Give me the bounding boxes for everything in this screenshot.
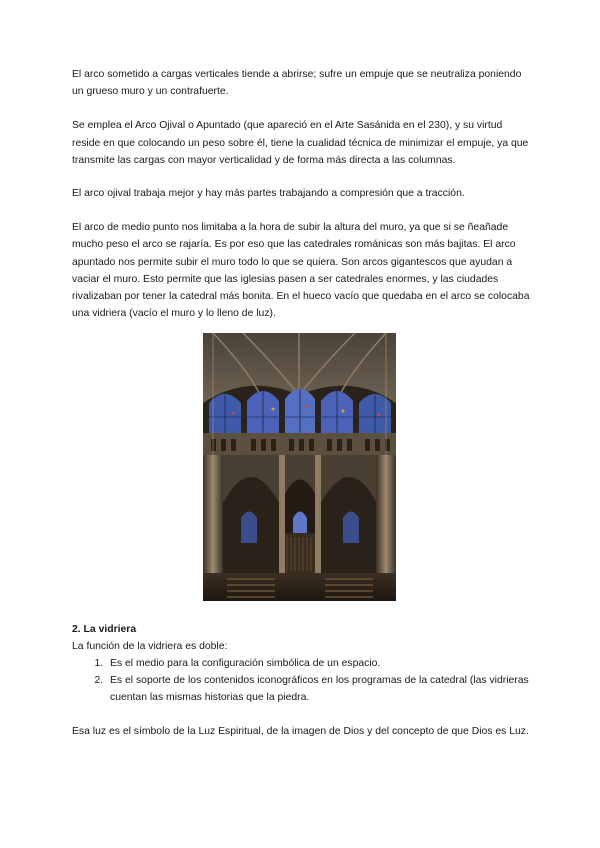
paragraph-spiritual-light: Esa luz es el símbolo de la Luz Espiritual, de la imagen de Dios y del concepto de que Dios es Luz. [72,726,529,738]
paragraph-semicircular-arch: El arco de medio punto nos limitaba a la hora de subir la altura del muro, ya que si se ñeañade mucho peso el arco se rajaría. Es por eso que las catedrales románicas son más bajitas. El arco apuntado nos permite subir el muro todo lo que se quiera. Son arcos gigantescos que ayudan a vaciar el muro. Esto permite que las iglesias pasen a ser catedrales enormes, y las ciudades rivalizaban por tener la catedral más bonita. En el hueco vacío que quedaba en el arco se colocaba una vidriera (vacío el muro y lo lleno de luz). [72,222,530,320]
paragraph-compression: El arco ojival trabaja mejor y hay más partes trabajando a compresión que a tracción. [72,188,465,200]
function-list [72,655,532,706]
document-page [72,66,532,751]
section-title: 2. La vidriera [72,624,137,636]
section-intro: La función de la vidriera es doble: [72,641,228,653]
cathedral-interior-photo [203,333,396,601]
list-item: 1. Es el medio para la configuración simbólica de un espacio. [106,655,532,672]
paragraph-ogival-arch: Se emplea el Arco Ojival o Apuntado (que apareció en el Arte Sasánida en el 230), y su virtud reside en que colocando un peso sobre él, tiene la cualidad técnica de minimizar el empuje, ya que transmite las cargas con mayor verticalidad y de forma más directa a las columnas. [72,120,529,166]
paragraph-arch-loads: El arco sometido a cargas verticales tiende a abrirse; sufre un empuje que se neutraliza poniendo un grueso muro y un contrafuerte. [72,69,522,98]
list-item: 2. Es el soporte de los contenidos iconográficos en los programas de la catedral (las vidrieras cuentan las mismas historias que la piedra. [106,672,532,706]
